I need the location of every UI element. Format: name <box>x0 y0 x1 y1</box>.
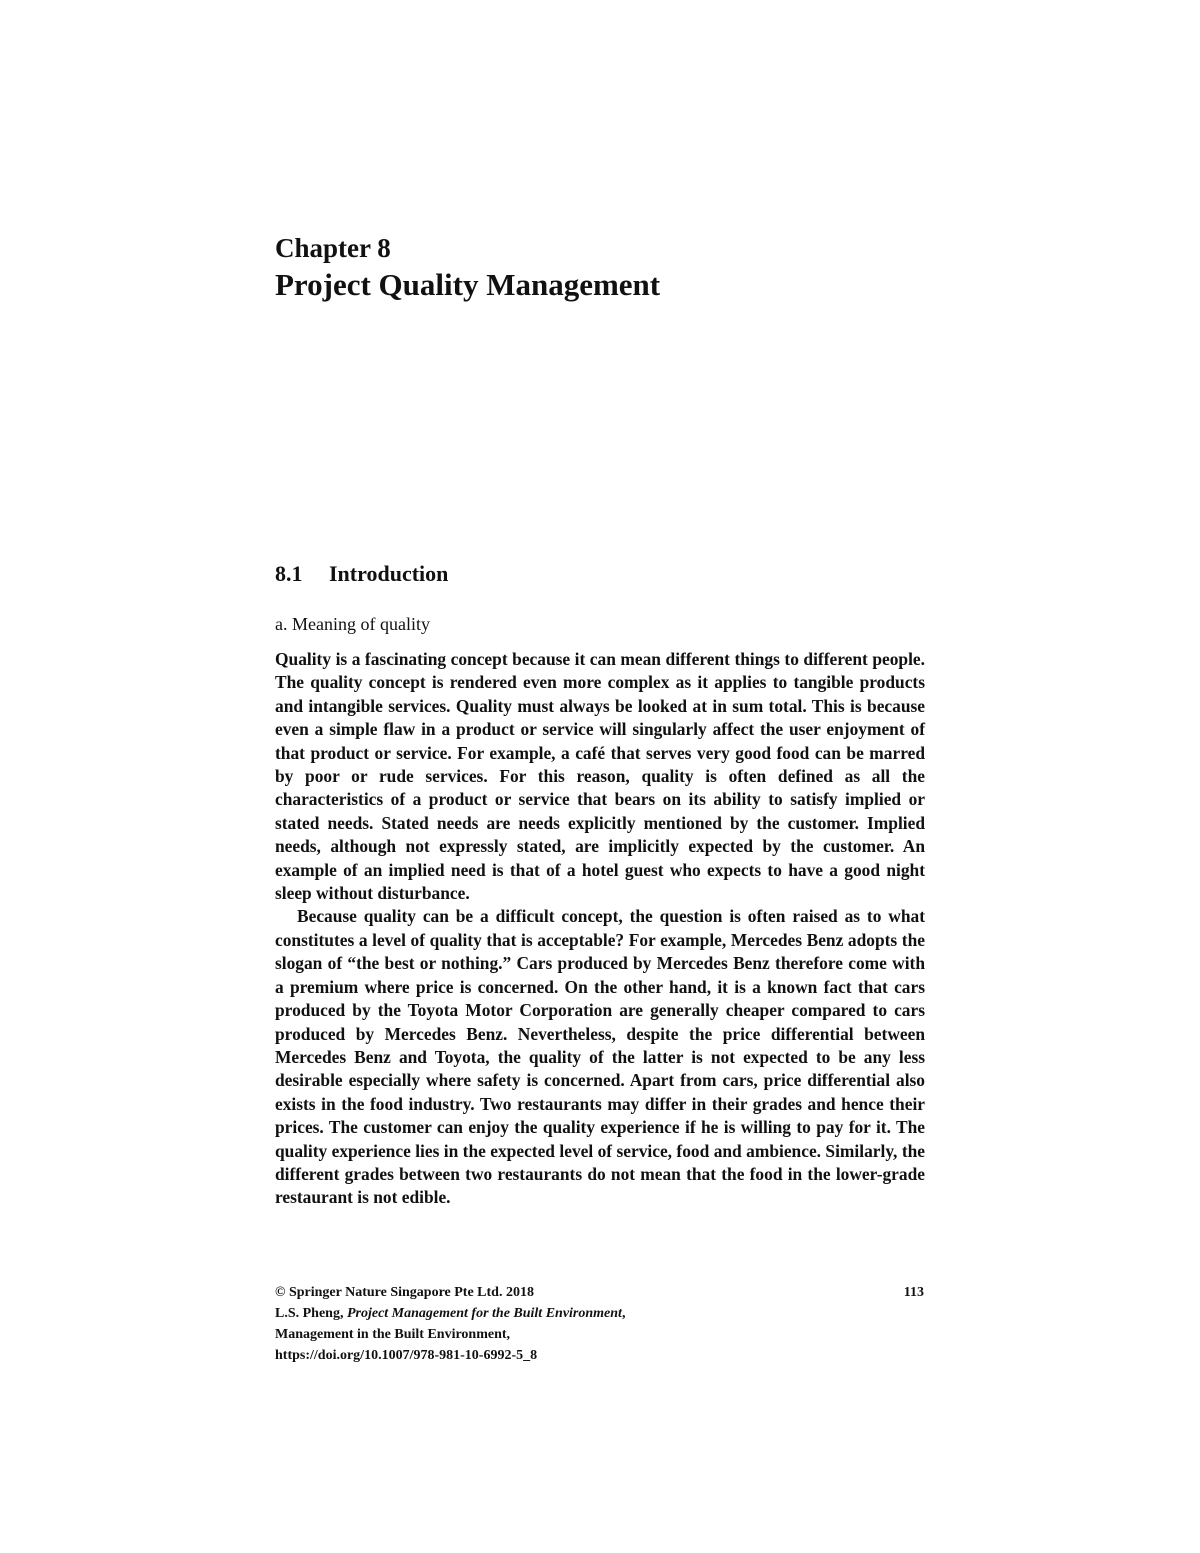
body-text <box>275 648 925 1210</box>
copyright-line: © Springer Nature Singapore Pte Ltd. 2018 <box>275 1285 534 1300</box>
book-title: Project Management for the Built Environment <box>346 1306 622 1321</box>
section-heading <box>275 560 448 588</box>
citation-line <box>275 1303 925 1324</box>
section-number: 8.1 <box>275 561 303 586</box>
subheading: a. Meaning of quality <box>275 614 430 634</box>
citation-punctuation: , <box>621 1306 626 1321</box>
doi-link[interactable]: https://doi.org/10.1007/978-981-10-6992-5_8 <box>275 1348 538 1363</box>
series-line: Management in the Built Environment, <box>275 1327 511 1342</box>
page-number: 113 <box>903 1285 924 1300</box>
paragraph: Quality is a fascinating concept because it can mean different things to different people. The quality concept is rendered even more complex as it applies to tangible products and intangible services. Quality must always be looked at in sum total. This is because even a simple flaw in a product or service will singularly affect the user enjoyment of that product or service. For example, a café that serves very good food can be marred by poor or rude services. For this reason, quality is often defined as all the characteristics of a product or service that bears on its ability to satisfy implied or stated needs. Stated needs are needs explicitly mentioned by the customer. Implied needs, although not expressly stated, are implicitly expected by the customer. An example of an implied need is that of a hotel guest who expects to have a good night sleep without disturbance. <box>275 649 925 904</box>
section-title: Introduction <box>329 561 449 586</box>
chapter-label: Chapter 8 <box>275 233 391 263</box>
chapter-title: Project Quality Management <box>275 267 661 302</box>
author-name: L.S. Pheng, <box>275 1306 347 1321</box>
paragraph: Because quality can be a difficult concept, the question is often raised as to what constitutes a level of quality that is acceptable? For example, Mercedes Benz adopts the slogan of “the best or nothing.” Cars produced by Mercedes Benz therefore come with a premium where price is concerned. On the other hand, it is a known fact that cars produced by the Toyota Motor Corporation are generally cheaper compared to cars produced by Mercedes Benz. Nevertheless, despite the price differential between Mercedes Benz and Toyota, the quality of the latter is not expected to be any less desirable especially where safety is concerned. Apart from cars, price differential also exists in the food industry. Two restaurants may differ in their grades and hence their prices. The customer can enjoy the quality experience if he is willing to pay for it. The quality experience lies in the expected level of service, food and ambience. Similarly, the different grades between two restaurants do not mean that the food in the lower-grade restaurant is not edible. <box>275 906 925 1208</box>
page-footer <box>275 1282 925 1366</box>
